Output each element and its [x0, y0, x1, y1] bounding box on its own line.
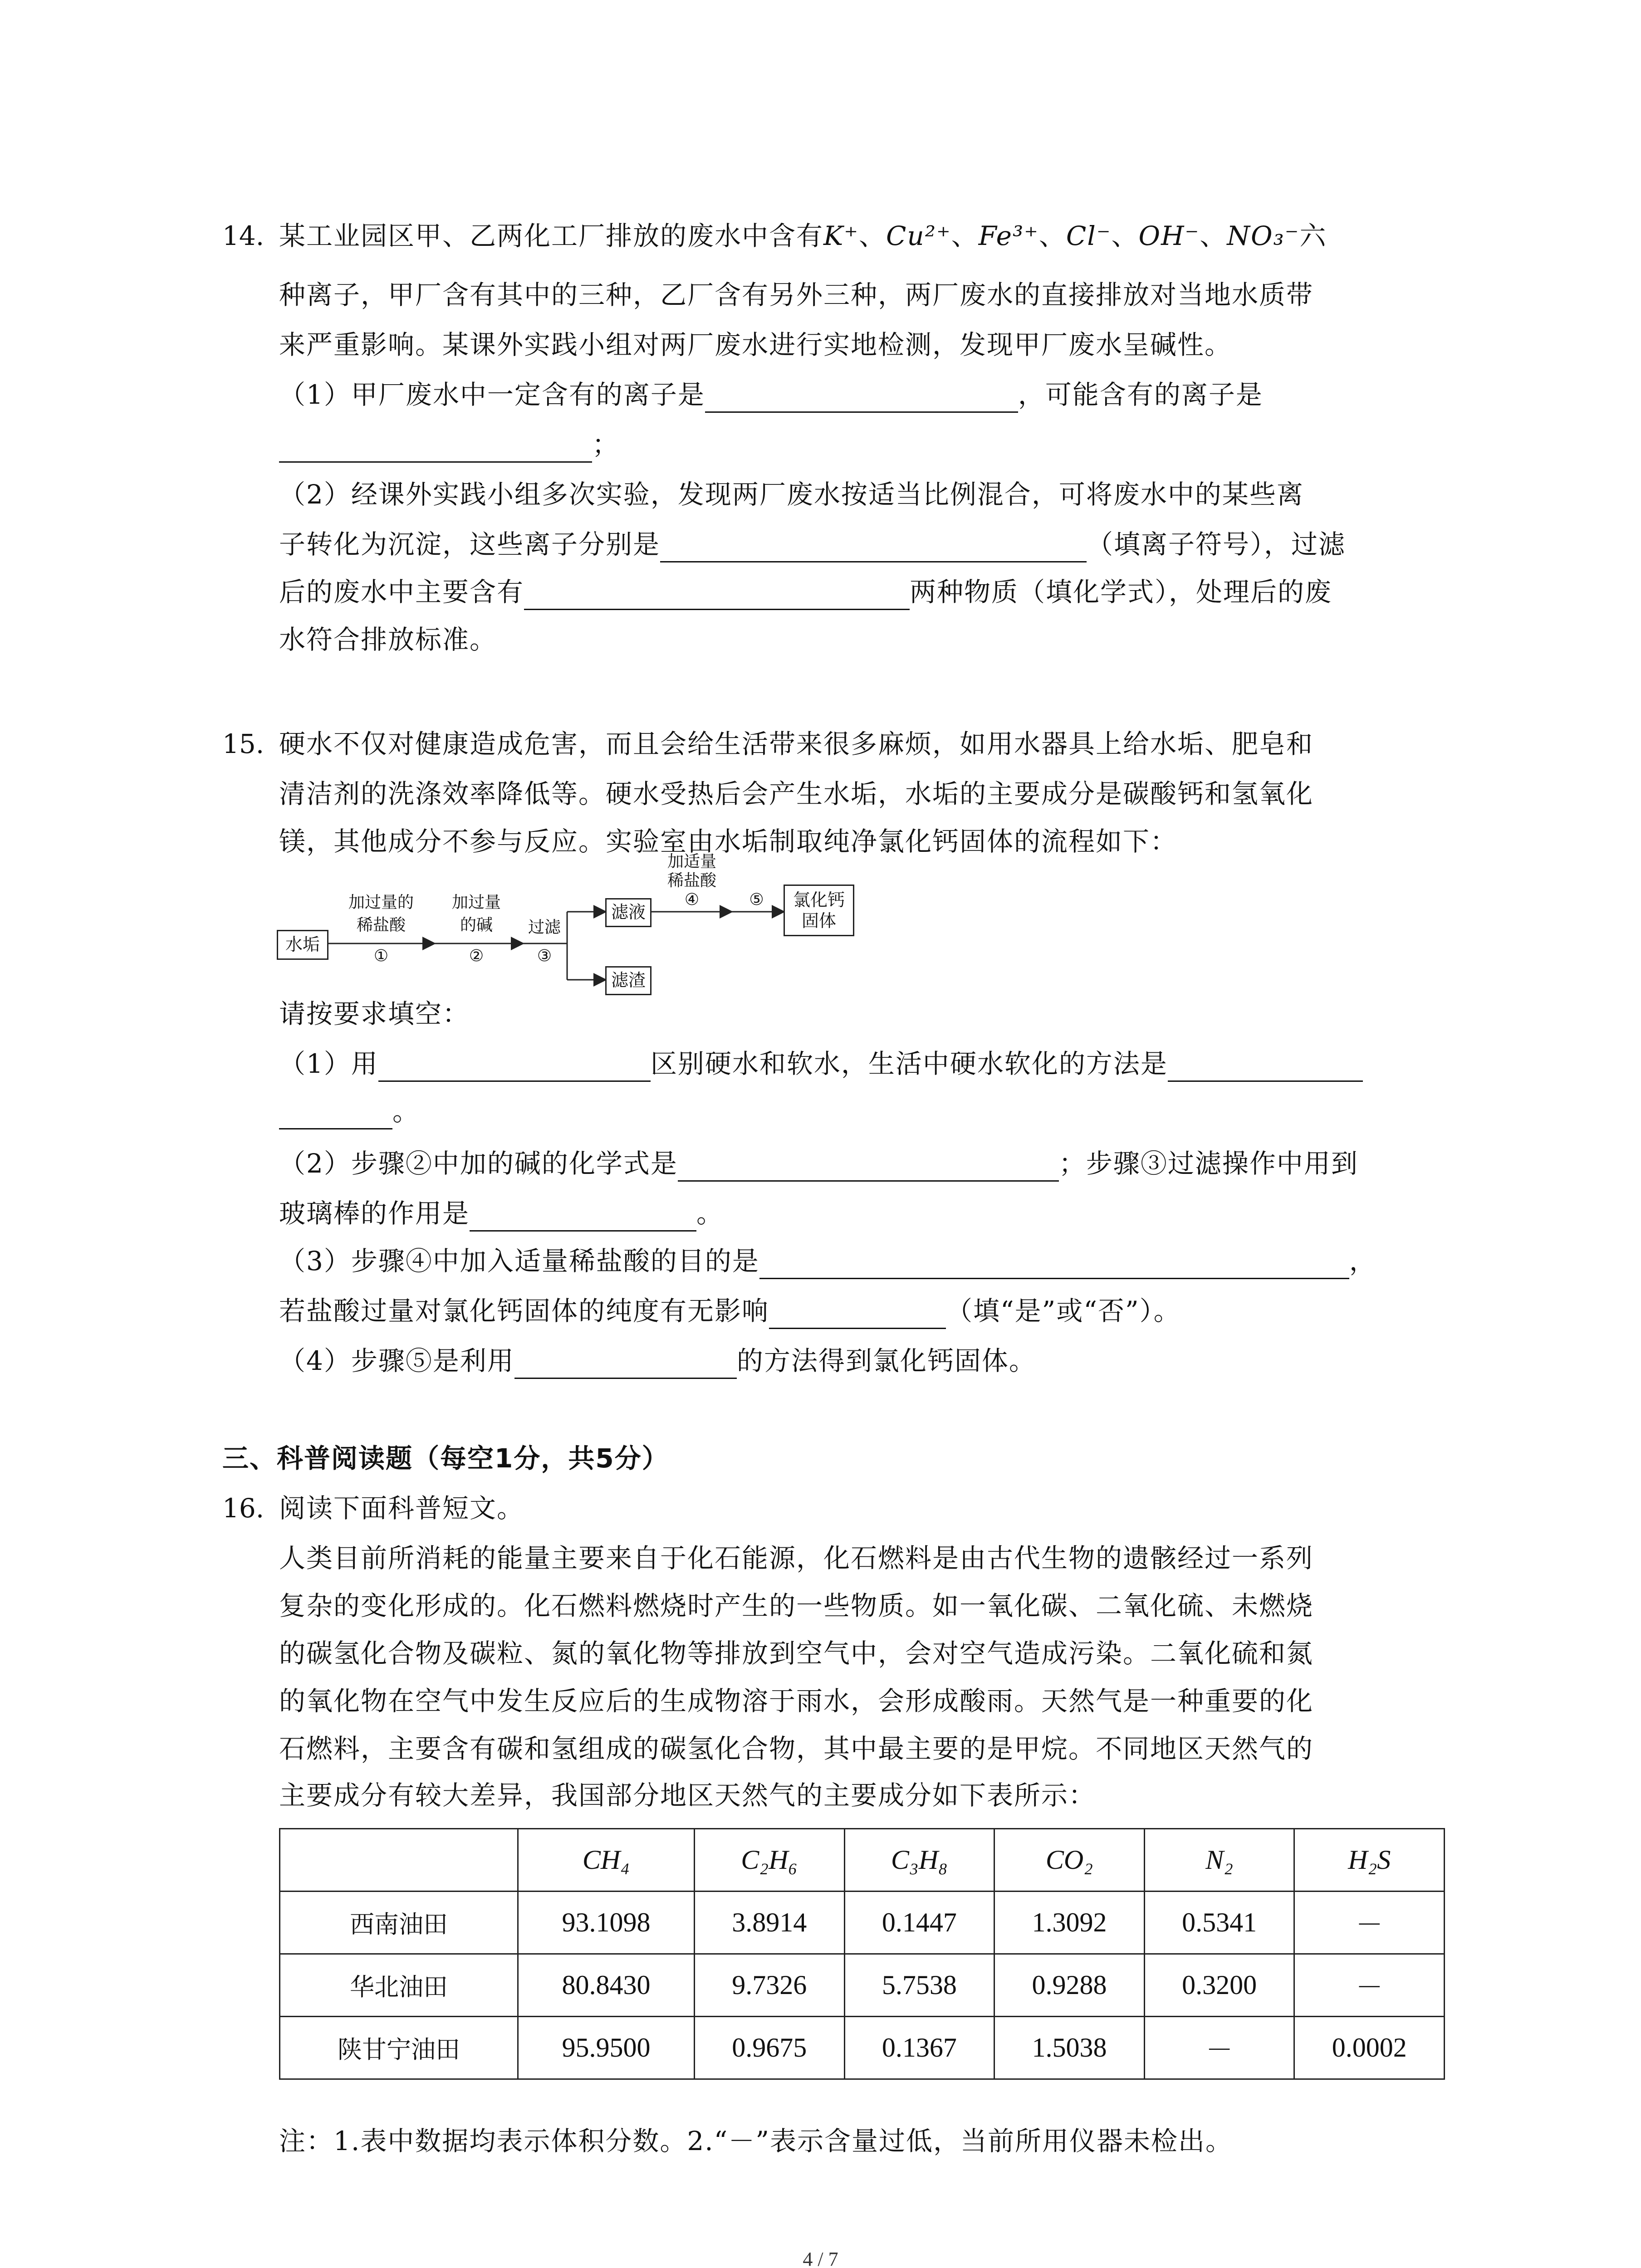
- flow-box-product: [784, 885, 854, 936]
- q15-instruction: 请按要求填空：: [279, 998, 470, 1029]
- flow-box-residue: 滤渣: [605, 966, 652, 995]
- answer-blank[interactable]: [1168, 1054, 1363, 1082]
- ion-oh: OH⁻: [1138, 220, 1200, 251]
- q14-line1-text: 某工业园区甲、乙两化工厂排放的废水中含有: [279, 220, 824, 251]
- table-header-text: C₂H₆: [741, 1845, 798, 1875]
- q14-p2-c: （填离子符号），过滤: [1087, 529, 1346, 560]
- table-cell-region: 陕甘宁油田: [280, 2017, 518, 2079]
- answer-blank[interactable]: [524, 582, 910, 610]
- table-header-text: CH₄: [582, 1845, 630, 1875]
- table-row: [280, 1892, 1445, 1954]
- answer-blank[interactable]: [769, 1301, 946, 1329]
- flow-step5-number: ⑤: [749, 890, 764, 909]
- table-cell: 3.8914: [694, 1892, 844, 1954]
- ion-k: K⁺: [823, 220, 859, 251]
- table-cell: 5.7538: [844, 1954, 994, 2017]
- natural-gas-composition-table: [279, 1828, 1445, 2080]
- table-cell-region: 西南油田: [280, 1892, 518, 1954]
- q15-p3-a: （3）步骤④中加入适量稀盐酸的目的是: [279, 1246, 759, 1276]
- table-cell: 1.3092: [994, 1892, 1145, 1954]
- q15-p1-b: 区别硬水和软水，生活中硬水软化的方法是: [650, 1048, 1168, 1079]
- table-header-cell: [844, 1829, 994, 1892]
- table-header-cell: [1294, 1829, 1445, 1892]
- q14-number: 14.: [222, 220, 265, 251]
- flow-step1-label: 加过量的: [348, 893, 414, 912]
- flow-step2-label: 加过量: [451, 893, 501, 912]
- q15-part1-cont: [279, 1093, 420, 1129]
- q15-part1: [279, 1046, 1363, 1082]
- q15-p3-d: （填“是”或“否”）。: [946, 1295, 1181, 1326]
- q15-p4-a: （4）步骤⑤是利用: [279, 1345, 514, 1376]
- table-cell: 0.9288: [994, 1954, 1145, 2017]
- table-header-cell: [1144, 1829, 1294, 1892]
- q14-p2-b: 子转化为沉淀，这些离子分别是: [279, 529, 661, 560]
- answer-blank[interactable]: [378, 1054, 651, 1082]
- q14-part2-line2: [279, 526, 1346, 562]
- q16-para-line1: 人类目前所消耗的能量主要来自于化石能源，化石燃料是由古代生物的遗骸经过一系列: [279, 1543, 1314, 1574]
- q16-para-line4: 的氧化物在空气中发生反应后的生成物溶于雨水，会形成酸雨。天然气是一种重要的化: [279, 1686, 1314, 1716]
- table-row: [280, 1954, 1445, 2017]
- flow-step2-number: ②: [469, 947, 484, 965]
- ion-no3: NO₃⁻: [1227, 220, 1300, 251]
- table-header-text: C₃H₈: [891, 1845, 948, 1875]
- answer-blank[interactable]: [279, 435, 592, 463]
- q15-part3-cont: [279, 1293, 1181, 1329]
- q15-p2-d: 。: [696, 1198, 724, 1229]
- q14-p2-e: 两种物质（填化学式），处理后的废: [910, 577, 1332, 607]
- q15-p2-a: （2）步骤②中加的碱的化学式是: [279, 1148, 678, 1179]
- flow-box-filtrate: 滤液: [605, 898, 652, 927]
- table-cell: 95.9500: [518, 2017, 695, 2079]
- flow-box-scale: 水垢: [277, 930, 328, 960]
- q14-part1-cont: [279, 426, 619, 463]
- page-number: 4 / 7: [803, 2248, 838, 2268]
- table-cell: 80.8430: [518, 1954, 695, 2017]
- flow-step1-number: ①: [373, 947, 389, 965]
- q16-number: 16.: [222, 1493, 265, 1524]
- q14-p2-d: 后的废水中主要含有: [279, 577, 524, 607]
- q15-p3-c: 若盐酸过量对氯化钙固体的纯度有无影响: [279, 1295, 769, 1326]
- table-header-cell: [694, 1829, 844, 1892]
- ion-cu: Cu²⁺: [886, 220, 951, 251]
- q15-number: 15.: [222, 728, 265, 759]
- table-cell-region: 华北油田: [280, 1954, 518, 2017]
- q14-p1-c: ；: [592, 429, 620, 460]
- table-cell: 1.5038: [994, 2017, 1145, 2079]
- q14-p1-a: （1）甲厂废水中一定含有的离子是: [279, 379, 705, 410]
- q15-line1: 硬水不仅对健康造成危害，而且会给生活带来很多麻烦，如用水器具上给水垢、肥皂和: [279, 728, 1314, 759]
- flow-step4-label: 加适量: [667, 852, 716, 871]
- table-header-cell: [518, 1829, 695, 1892]
- q15-part2: [279, 1145, 1358, 1182]
- q14-part2-line4: 水符合排放标准。: [279, 624, 497, 655]
- table-cell: 93.1098: [518, 1892, 695, 1954]
- flow-step1-reagent: 稀盐酸: [356, 916, 406, 934]
- q14-line1: 某工业园区甲、乙两化工厂排放的废水中含有K⁺、Cu²⁺、Fe³⁺、Cl⁻、OH⁻、NO₃⁻六: [279, 220, 1327, 251]
- q15-p2-c: 玻璃棒的作用是: [279, 1198, 470, 1229]
- ion-cl: Cl⁻: [1066, 220, 1112, 251]
- process-flow-diagram: [277, 853, 912, 998]
- q15-p2-b: ；步骤③过滤操作中用到: [1058, 1148, 1358, 1179]
- answer-blank[interactable]: [678, 1154, 1059, 1182]
- table-cell: －: [1294, 1954, 1445, 2017]
- q14-line3: 来严重影响。某课外实践小组对两厂废水进行实地检测，发现甲厂废水呈碱性。: [279, 329, 1232, 360]
- q15-p1-c: 。: [392, 1096, 420, 1127]
- q14-line1-end: 六: [1299, 220, 1327, 251]
- q15-part2-cont: [279, 1195, 724, 1232]
- flow-step3-label: 过滤: [528, 918, 561, 937]
- q15-p4-b: 的方法得到氯化钙固体。: [736, 1345, 1036, 1376]
- table-row: [280, 2017, 1445, 2079]
- table-cell: 0.9675: [694, 2017, 844, 2079]
- flow-step2-reagent: 的碱: [460, 916, 493, 934]
- q16-intro: 阅读下面科普短文。: [279, 1493, 524, 1524]
- q15-part3: [279, 1243, 1376, 1279]
- answer-blank[interactable]: [514, 1351, 737, 1379]
- table-header-text: CO₂: [1045, 1845, 1093, 1875]
- q14-line2: 种离子，甲厂含有其中的三种，乙厂含有另外三种，两厂废水的直接排放对当地水质带: [279, 279, 1314, 310]
- table-cell: 0.1447: [844, 1892, 994, 1954]
- table-cell: 0.5341: [1144, 1892, 1294, 1954]
- q16-para-line2: 复杂的变化形成的。化石燃料燃烧时产生的一些物质。如一氧化碳、二氧化硫、未燃烧: [279, 1590, 1314, 1621]
- table-cell: 0.1367: [844, 2017, 994, 2079]
- table-cell: －: [1144, 2017, 1294, 2079]
- table-header-text: N₂: [1205, 1845, 1234, 1875]
- flow-step4-reagent: 稀盐酸: [667, 871, 716, 890]
- flow-product-line2: 固体: [801, 911, 836, 931]
- q15-line3: 镁，其他成分不参与反应。实验室由水垢制取纯净氯化钙固体的流程如下：: [279, 826, 1178, 857]
- q14-part2: （2）经课外实践小组多次实验，发现两厂废水按适当比例混合，可将废水中的某些离: [279, 479, 1304, 510]
- flow-step3-number: ③: [537, 947, 552, 965]
- q14-part2-line3: [279, 574, 1332, 610]
- flow-product-line1: 氯化钙: [793, 890, 845, 910]
- answer-blank[interactable]: [470, 1204, 696, 1232]
- table-header-cell: [280, 1829, 518, 1892]
- q16-table-note: 注：1.表中数据均表示体积分数。2.“－”表示含量过低，当前所用仪器未检出。: [279, 2126, 1233, 2156]
- answer-blank[interactable]: [705, 385, 1018, 413]
- table-header-row: [280, 1829, 1445, 1892]
- table-header-text: H₂S: [1348, 1845, 1391, 1875]
- q14-part1: [279, 376, 1263, 413]
- flow-step4-number: ④: [684, 890, 700, 909]
- answer-blank[interactable]: [660, 535, 1087, 562]
- table-cell: －: [1294, 1892, 1445, 1954]
- q15-p1-a: （1）用: [279, 1048, 378, 1079]
- q15-p3-b: ，: [1349, 1246, 1376, 1276]
- q15-line2: 清洁剂的洗涤效率降低等。硬水受热后会产生水垢，水垢的主要成分是碳酸钙和氢氧化: [279, 778, 1314, 809]
- section-title: 三、科普阅读题（每空1分，共5分）: [222, 1443, 669, 1474]
- table-cell: 0.0002: [1294, 2017, 1445, 2079]
- table-cell: 9.7326: [694, 1954, 844, 2017]
- answer-blank[interactable]: [759, 1251, 1349, 1279]
- q16-para-line3: 的碳氢化合物及碳粒、氮的氧化物等排放到空气中，会对空气造成污染。二氧化硫和氮: [279, 1638, 1314, 1669]
- table-header-cell: [994, 1829, 1145, 1892]
- q15-part4: [279, 1343, 1036, 1379]
- answer-blank[interactable]: [279, 1102, 392, 1129]
- ion-fe: Fe³⁺: [978, 220, 1039, 251]
- table-cell: 0.3200: [1144, 1954, 1294, 2017]
- q16-para-line6: 主要成分有较大差异，我国部分地区天然气的主要成分如下表所示：: [279, 1780, 1096, 1811]
- q14-p1-b: ，可能含有的离子是: [1018, 379, 1263, 410]
- q16-para-line5: 石燃料，主要含有碳和氢组成的碳氢化合物，其中最主要的是甲烷。不同地区天然气的: [279, 1733, 1314, 1764]
